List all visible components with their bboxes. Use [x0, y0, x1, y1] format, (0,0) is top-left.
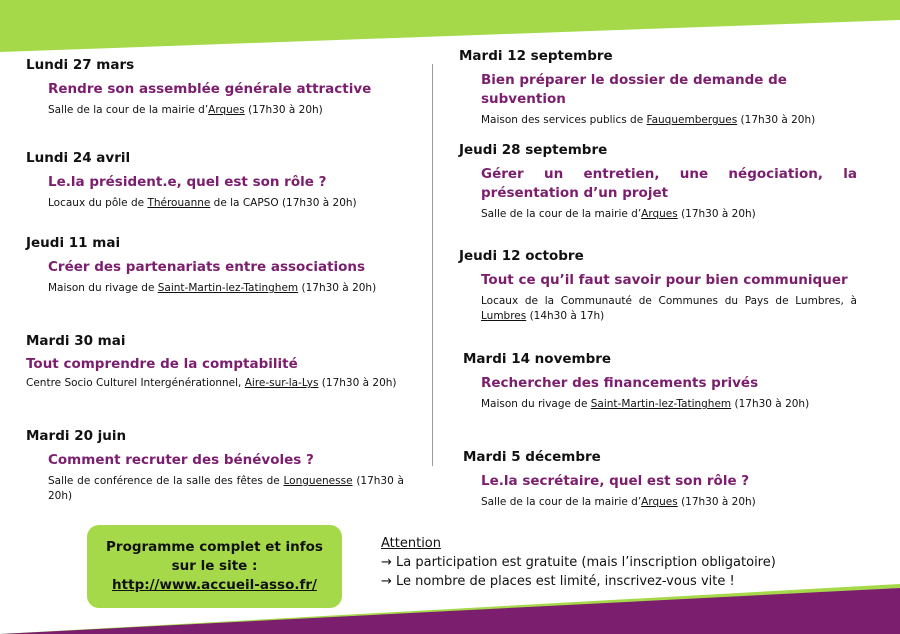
place-city: Arques	[641, 496, 678, 508]
attention-item: → La participation est gratuite (mais l’inscription obligatoire)	[381, 555, 776, 570]
event-left-5	[26, 428, 406, 504]
event-place: Maison du rivage de Saint-Martin-lez-Tatinghem (17h30 à 20h)	[48, 282, 377, 294]
event-place: Salle de conférence de la salle des fêtes de Longuenesse (17h30 à 20h)	[48, 475, 404, 502]
place-city: Fauquembergues	[646, 114, 738, 126]
event-right-5	[463, 449, 859, 510]
place-city: Aire-sur-la-Lys	[244, 377, 319, 389]
place-city: Arques	[208, 104, 245, 116]
event-date: Jeudi 28 septembre	[459, 142, 608, 158]
event-title: Créer des partenariats entre associations	[48, 259, 366, 275]
event-right-2	[459, 142, 859, 222]
place-city: Arques	[641, 208, 678, 220]
event-date: Lundi 24 avril	[26, 150, 131, 166]
event-date: Lundi 27 mars	[26, 57, 135, 73]
event-right-4	[463, 351, 859, 412]
event-place: Maison des services publics de Fauquembergues (17h30 à 20h)	[481, 114, 816, 126]
event-place: Locaux de la Communauté de Communes du Pays de Lumbres, à Lumbres (14h30 à 17h)	[481, 295, 857, 322]
event-date: Jeudi 11 mai	[26, 235, 121, 251]
event-left-4	[26, 333, 426, 391]
column-divider	[432, 64, 433, 466]
event-place: Salle de la cour de la mairie d’Arques (17h30 à 20h)	[481, 208, 756, 220]
place-city: Saint-Martin-lez-Tatinghem	[590, 398, 732, 410]
attention-block	[381, 534, 776, 591]
programme-line-2: sur le site :	[171, 558, 258, 574]
event-date: Mardi 5 décembre	[463, 449, 601, 465]
place-city: Saint-Martin-lez-Tatinghem	[157, 282, 299, 294]
attention-item: → Le nombre de places est limité, inscrivez-vous vite !	[381, 574, 735, 589]
event-date: Mardi 20 juin	[26, 428, 127, 444]
event-title: Le.la secrétaire, quel est son rôle ?	[481, 473, 750, 489]
event-place: Maison du rivage de Saint-Martin-lez-Tatinghem (17h30 à 20h)	[481, 398, 810, 410]
event-date: Mardi 30 mai	[26, 333, 126, 349]
event-place: Salle de la cour de la mairie d’Arques (17h30 à 20h)	[481, 496, 756, 508]
event-title: Le.la président.e, quel est son rôle ?	[48, 174, 327, 190]
event-right-3	[459, 248, 859, 324]
event-title: Tout comprendre de la comptabilité	[26, 356, 298, 372]
top-green-band-shape	[0, 0, 900, 52]
place-city: Longuenesse	[283, 475, 353, 487]
attention-title: Attention	[381, 536, 441, 551]
event-place: Salle de la cour de la mairie d’Arques (17h30 à 20h)	[48, 104, 323, 116]
event-left-2	[26, 150, 406, 211]
programme-url-link[interactable]: http://www.accueil-asso.fr/	[112, 577, 317, 593]
event-right-1	[459, 48, 859, 128]
place-city: Thérouanne	[147, 197, 211, 209]
event-place: Locaux du pôle de Thérouanne de la CAPSO (17h30 à 20h)	[48, 197, 357, 209]
event-left-1	[26, 57, 406, 118]
event-title: Gérer un entretien, une négociation, la présentation d’un projet	[481, 166, 857, 201]
event-title: Rendre son assemblée générale attractive	[48, 81, 372, 97]
event-title: Comment recruter des bénévoles ?	[48, 452, 314, 468]
event-date: Mardi 14 novembre	[463, 351, 612, 367]
programme-box	[87, 525, 342, 608]
programme-line-1: Programme complet et infos	[106, 539, 323, 555]
place-city: Lumbres	[481, 310, 527, 322]
event-title: Rechercher des financements privés	[481, 375, 759, 391]
event-left-3	[26, 235, 406, 296]
event-place: Centre Socio Culturel Intergénérationnel, Aire-sur-la-Lys (17h30 à 20h)	[26, 377, 397, 389]
event-title: Tout ce qu’il faut savoir pour bien communiquer	[481, 272, 848, 288]
event-date: Mardi 12 septembre	[459, 48, 613, 64]
event-title: Bien préparer le dossier de demande de subvention	[481, 72, 787, 107]
event-date: Jeudi 12 octobre	[459, 248, 584, 264]
